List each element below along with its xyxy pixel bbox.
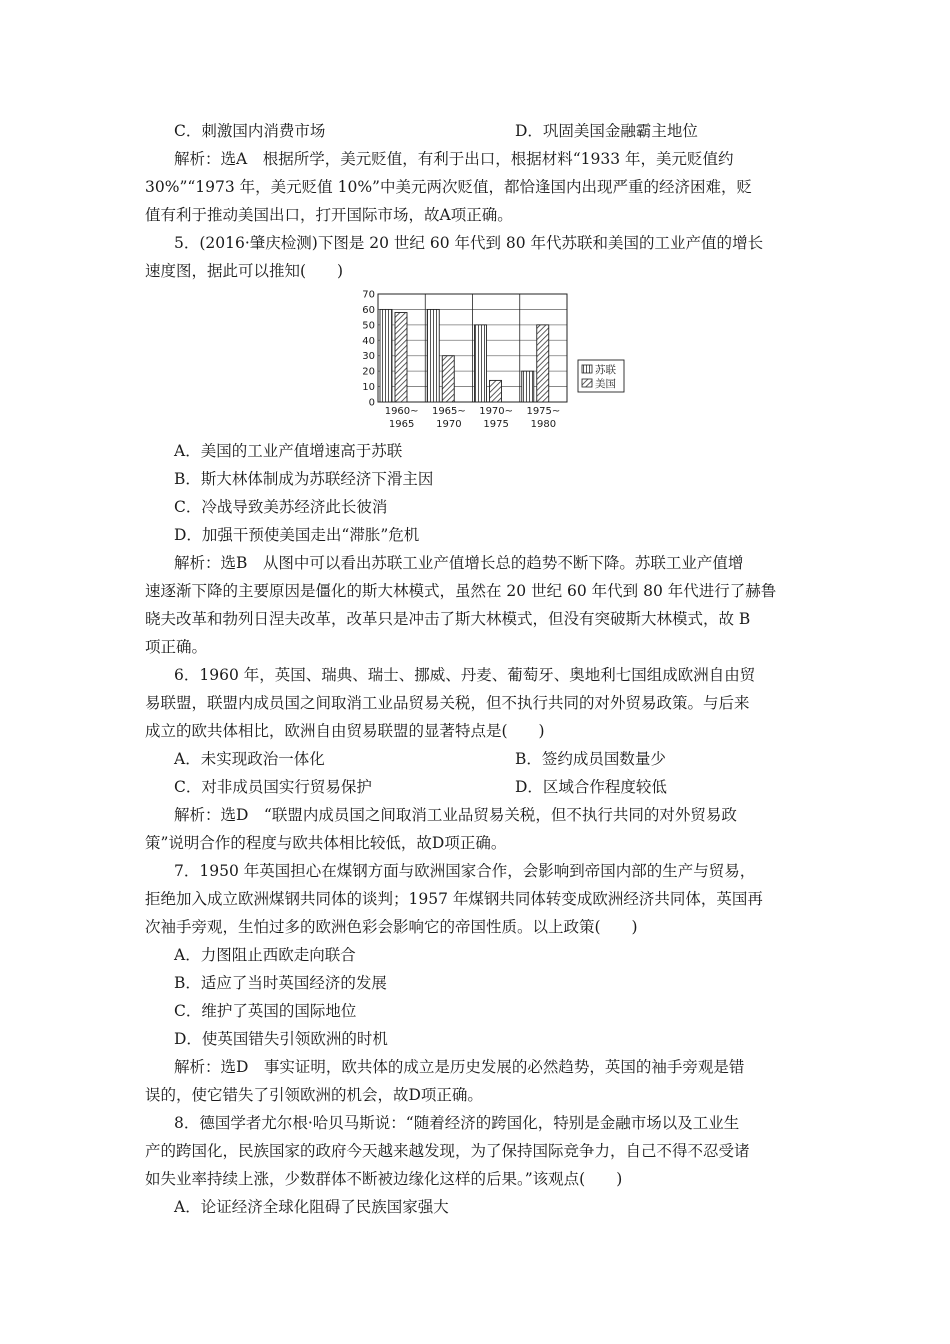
y-tick-label: 40	[362, 335, 375, 347]
analysis-line: 误的，使它错失了引领欧洲的机会，故D项正确。	[145, 1086, 483, 1104]
legend-label: 苏联	[595, 364, 616, 376]
y-tick-label: 60	[362, 304, 375, 316]
question-6-stem: 易联盟，联盟内成员国之间取消工业品贸易关税，但不执行共同的对外贸易政策。与后来	[145, 694, 750, 712]
option-a-text: A．未实现政治一体化	[174, 750, 325, 768]
analysis-line: 策”说明合作的程度与欧共体相比较低，故D项正确。	[145, 834, 507, 852]
option-b-text: B．签约成员国数量少	[515, 750, 666, 768]
analysis-line: 30%”“1973 年，美元贬值 10%”中美元两次贬值，都恰逢国内出现严重的经济困难，贬	[145, 178, 752, 196]
option-d-text: D．巩固美国金融霸主地位	[515, 122, 698, 140]
analysis-line: 解析：选D “联盟内成员国之间取消工业品贸易关税，但不执行共同的对外贸易政	[174, 806, 737, 824]
option-b-text: B．适应了当时英国经济的发展	[174, 974, 387, 992]
bar-ussr	[427, 309, 439, 402]
option-a-text: A．力图阻止西欧走向联合	[174, 946, 356, 964]
x-tick-label: 1970	[436, 419, 462, 430]
y-tick-label: 30	[362, 351, 375, 363]
option-c-text: C．冷战导致美苏经济此长彼消	[174, 498, 388, 516]
x-tick-label: 1965	[388, 419, 415, 430]
analysis-line: 解析：选D 事实证明，欧共体的成立是历史发展的必然趋势，英国的袖手旁观是错	[174, 1058, 745, 1076]
analysis-line: 晓夫改革和勃列日涅夫改革，改革只是冲击了斯大林模式，但没有突破斯大林模式，故 B	[145, 610, 751, 628]
question-6-stem: 6．1960 年，英国、瑞典、瑞士、挪威、丹麦、葡萄牙、奥地利七国组成欧洲自由贸	[174, 666, 756, 684]
question-7-stem: 次袖手旁观，生怕过多的欧洲色彩会影响它的帝国性质。以上政策( )	[145, 918, 638, 936]
x-tick-label: 1965~	[431, 406, 466, 417]
y-tick-label: 50	[362, 320, 375, 332]
y-tick-label: 0	[368, 397, 375, 409]
question-8-stem: 产的跨国化，民族国家的政府今天越来越发现，为了保持国际竞争力，自己不得不忍受诸	[145, 1142, 750, 1160]
x-tick-label: 1970~	[479, 406, 514, 417]
question-5-stem: 5．(2016·肇庆检测)下图是 20 世纪 60 年代到 80 年代苏联和美国的工业产值的增长	[174, 234, 764, 252]
option-c-text: C．对非成员国实行贸易保护	[174, 778, 372, 796]
legend-label: 美国	[595, 378, 616, 390]
option-c-text: C．刺激国内消费市场	[174, 122, 326, 140]
option-a-text: A．美国的工业产值增速高于苏联	[174, 442, 403, 460]
analysis-line: 值有利于推动美国出口，打开国际市场，故A项正确。	[145, 206, 513, 224]
x-tick-label: 1960~	[384, 406, 419, 417]
x-tick-label: 1975	[483, 419, 509, 430]
bar-usa	[442, 356, 454, 402]
y-tick-label: 20	[362, 366, 375, 378]
option-a-text: A．论证经济全球化阻碍了民族国家强大	[174, 1198, 449, 1216]
question-8-stem: 如失业率持续上涨，少数群体不断被边缘化这样的后果。”该观点( )	[145, 1170, 623, 1188]
bar-ussr	[380, 309, 392, 402]
question-7-stem: 7．1950 年英国担心在煤钢方面与欧洲国家合作，会影响到帝国内部的生产与贸易，	[174, 862, 756, 880]
bar-usa	[537, 325, 549, 402]
question-7-stem: 拒绝加入成立欧洲煤钢共同体的谈判；1957 年煤钢共同体转变成欧洲经济共同体，英国再	[145, 890, 763, 908]
question-6-stem: 成立的欧共体相比，欧洲自由贸易联盟的显著特点是( )	[145, 722, 545, 740]
analysis-line: 解析：选A 根据所学，美元贬值，有利于出口，根据材料“1933 年，美元贬值约	[174, 150, 734, 168]
bar-ussr	[475, 325, 487, 402]
option-d-text: D．加强干预使美国走出“滞胀”危机	[174, 526, 420, 544]
x-tick-label: 1975~	[526, 406, 561, 417]
question-8-stem: 8．德国学者尤尔根·哈贝马斯说：“随着经济的跨国化，特别是金融市场以及工业生	[174, 1114, 740, 1132]
analysis-line: 项正确。	[145, 638, 208, 656]
analysis-line: 速逐渐下降的主要原因是僵化的斯大林模式，虽然在 20 世纪 60 年代到 80 年代进行了赫鲁	[145, 582, 777, 600]
option-b-text: B．斯大林体制成为苏联经济下滑主因	[174, 470, 434, 488]
question-5-stem: 速度图，据此可以推知( )	[145, 262, 344, 280]
option-d-text: D．区域合作程度较低	[515, 778, 667, 796]
x-tick-label: 1980	[530, 419, 557, 430]
bar-usa	[490, 380, 502, 402]
y-tick-label: 70	[362, 289, 375, 301]
y-tick-label: 10	[362, 382, 375, 394]
legend-swatch	[582, 379, 592, 387]
bar-chart	[345, 282, 635, 442]
legend-swatch	[582, 365, 592, 373]
bar-usa	[395, 313, 407, 402]
option-d-text: D．使英国错失引领欧洲的时机	[174, 1030, 388, 1048]
analysis-line: 解析：选B 从图中可以看出苏联工业产值增长总的趋势不断下降。苏联工业产值增	[174, 554, 744, 572]
option-c-text: C．维护了英国的国际地位	[174, 1002, 357, 1020]
bar-ussr	[522, 371, 534, 402]
